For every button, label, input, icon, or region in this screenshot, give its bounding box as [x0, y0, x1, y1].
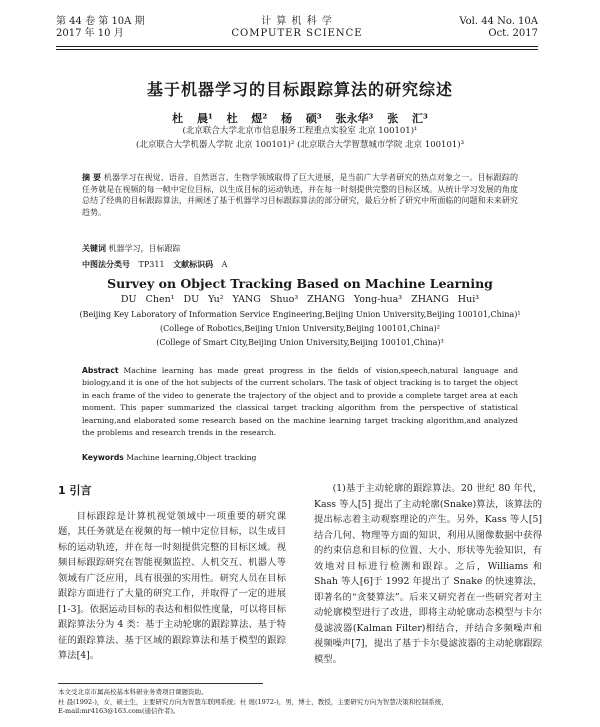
- authors-cn: 杜 晨¹ 杜 煜² 杨 硕³ 张永华³ 张 汇³: [172, 112, 428, 125]
- journal-name-cn: 计 算 机 科 学: [261, 16, 333, 27]
- header-rule-thick: [56, 46, 538, 47]
- doc-code-label: 文献标识码: [173, 260, 214, 269]
- class-value: TP311: [138, 260, 165, 269]
- abstract-en-text: Machine learning has made great progress in the fields of vision,speech,natural language and biology,and it is one of the hot subjects of the current scholars. The task of object tracking is to target the object in each frame of the video to generate the trajectory of the object and to provide a complete target area at each moment. This paper summarized the classical target tracking algorithm from the perspective of statistical learning,and elaborated some research based on the machine learning target tracking algorithm,and analyzed the problems and research trends in the research.: [82, 366, 518, 438]
- footnote-funding: 本文受北京市属高校基本科研业务费项目课题资助。: [58, 688, 208, 696]
- keywords-en-label: Keywords: [82, 453, 124, 462]
- section-heading-introduction: 1 引言: [58, 484, 92, 497]
- footnote-author-bio: 杜 晨(1992-)，女，硕士生，主要研究方向为智慧车联网系统；杜 煜(1972-)，男，博士，教授，主要研究方向为智慧决策和控制系统，: [58, 697, 448, 706]
- volume-issue: 第 44 卷 第 10A 期: [56, 16, 145, 27]
- affiliation-cn-1: (北京联合大学北京市信息服务工程重点实验室 北京 100101)¹: [182, 126, 418, 136]
- affiliation-en-3: (College of Smart City,Beijing Union University,Beijing 100101,China)³: [156, 338, 444, 347]
- abstract-cn-label: 摘 要: [82, 173, 102, 182]
- abstract-cn-text: 机器学习在视觉、语音、自然语言、生物学领域取得了巨大进展，是当前广大学者研究的热点对象之一。目标跟踪的任务就是在视频的每一帧中定位目标，以生成目标的运动轨迹，并在每一时刻提供完整的目标区域。从统计学习发展的角度总结了经典的目标跟踪算法，并阐述了基于机器学习目标跟踪算法的部分研究，最后分析了研究中所面临的问题和未来研究趋势。: [82, 173, 518, 217]
- journal-name-en: COMPUTER SCIENCE: [231, 28, 363, 39]
- running-header: [56, 14, 538, 48]
- abstract-en: [82, 365, 518, 439]
- affiliation-cn-2: (北京联合大学机器人学院 北京 100101)² (北京联合大学智慧城市学院 北京 100101)³: [136, 140, 464, 150]
- doc-code-value: A: [221, 260, 228, 269]
- keywords-cn-text: 机器学习，目标跟踪: [108, 244, 181, 253]
- body-column-right: [314, 481, 542, 667]
- journal-volume-en: [459, 16, 538, 40]
- intro-paragraph: 目标跟踪是计算机视觉领域中一项重要的研究课题，其任务就是在视频的每一帧中定位目标，以生成目标的运动轨迹，并在每一时刻提供完整的目标区域。视频目标跟踪研究在智能视频监控、人机交互、机器人等领域有广泛应用，具有很强的实用性。研究人员在目标跟踪方面进行了大量的研究工作，并取得了一定的进展[1-3]。依据运动目标的表达和相似性度量，可以将目标跟踪算法分为 4 类：基于主动轮廓的跟踪算法、基于特征的跟踪算法、基于区域的跟踪算法和基于模型的跟踪算法[4]。: [58, 510, 286, 661]
- paper-title-en: Survey on Object Tracking Based on Machine Learning: [107, 276, 493, 291]
- abstract-cn: [82, 172, 518, 218]
- active-contour-paragraph: (1)基于主动轮廓的跟踪算法。20 世纪 80 年代，Kass 等人[5] 提出了主动轮廓(Snake)算法，该算法的提出标志着主动观察理论的产生。另外，Kass 等人[5]结合几何、物理等方面的知识，利用从图像数据中获得的约束信息和目标的位置、大小、形状等先验知识，有效地对目标进行检测和跟踪。之后，Williams 和 Shah 等人[6]于 1992 年提出了 Snake 的快速算法，即著名的“贪婪算法”。后来又研究者在一些研究者对主动轮廓模型进行了改进，即将主动轮廓动态模型与卡尔曼滤波器(Kalman Filter)相结合，并结合多频噪声和视频噪声[7]，提出了基于卡尔曼滤波器的主动轮廓跟踪模型。: [314, 483, 542, 665]
- footnotes: [58, 688, 538, 717]
- paper-title-cn: 基于机器学习的目标跟踪算法的研究综述: [146, 80, 453, 99]
- body-column-left: [58, 483, 286, 664]
- keywords-en-text: Machine learning,Object tracking: [126, 453, 257, 462]
- footnote-email: E-mail:mr4163@163.com(通信作者)。: [58, 707, 180, 715]
- class-label: 中图法分类号: [82, 260, 130, 269]
- affiliation-en-2: (College of Robotics,Beijing Union University,Beijing 100101,China)²: [160, 324, 440, 333]
- classification: [82, 259, 227, 270]
- keywords-cn-label: 关键词: [82, 244, 106, 253]
- header-rule-thin: [56, 49, 538, 50]
- keywords-en: [82, 453, 256, 462]
- issue-date: 2017 年 10 月: [56, 28, 124, 39]
- footnote-rule: [58, 683, 263, 684]
- volume-en: Vol. 44 No. 10A: [459, 16, 538, 27]
- keywords-cn: [82, 243, 181, 254]
- affiliation-en-1: (Beijing Key Laboratory of Information Service Engineering,Beijing Union University,Beijing 100101,China)¹: [79, 310, 521, 319]
- authors-en: DU Chen¹ DU Yu² YANG Shuo³ ZHANG Yong-hua³ ZHANG Hui³: [120, 294, 480, 305]
- abstract-en-label: Abstract: [82, 366, 119, 375]
- date-en: Oct. 2017: [488, 28, 538, 39]
